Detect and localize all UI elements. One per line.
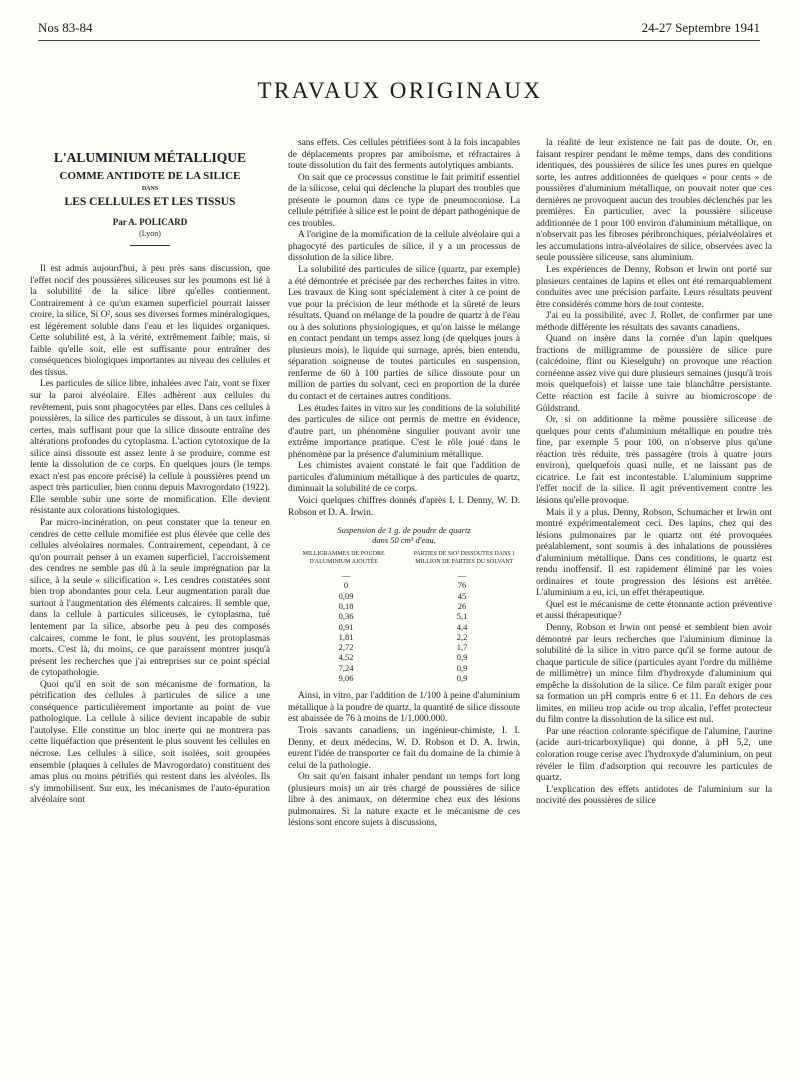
paragraph: la réalité de leur existence ne fait pas de doute. Or, en faisant respirer pendant le même temps, dans des conditions identiques, des poussières de silice les unes pures en quelque sorte, les autres additionnées de quelques « pour cents » de poussières d'aluminium métallique, on pouvait noter que ces dernières ne provoquent aucun des troubles déclenchés par les premières. En particulier, avec la poussière siliceuse additionnée de 1 pour 100 environ d'aluminium métallique, on n'observait pas les fibroses péribronchiques, périalvéolaires et les accumulations intra-alvéolaires de silice, observées avec la seule poussière siliceuse, sans aluminium. (536, 138, 772, 264)
paragraph: J'ai eu la possibilité, avec J. Rollet, de confirmer par une méthode différente les résultats des savants canadiens. (536, 311, 772, 333)
paragraph: Quoi qu'il en soit de son mécanisme de formation, la pétrification des cellules à particules de silice a une conséquence particulièrement importante au point de vue pathologique. La cellule à silice devient incapable de subir l'autolyse. Elle constitue un bloc inerte qui ne montrera pas cette liquéfaction que présentent le plus souvent les cellules en nécrose. Les cellules à silice, soit isolées, soit groupées ensemble (plaques à cellules de Mavrogordato) constituent des amas plus ou moins pétrifiés qui restent dans les alvéoles. Ils s'y immobilisent. Sur eux, les mécanismes de l'auto-épuration alvéolaire sont (30, 679, 270, 806)
table-cell: 0,36 (338, 611, 354, 622)
table-cell: — (341, 570, 351, 581)
table-header-silica: PARTIES DE SiO² DISSOUTES DANS 1 MILLION DE PARTIES DU SOLVANT (413, 551, 516, 565)
paragraph: Mais il y a plus. Denny, Robson, Schumacher et Irwin ont montré expérimentalement ceci. Des lapins, chez qui des lésions pulmonaires par le quartz ont été provoquées préalablement, sont soumis à des inhalations de poussières d'aluminium métallique. Dans ces conditions, le quartz est rendu inoffensif. Il est rapidement éliminé par les voies ordinaires et toute progression des lésions est arrêtée. L'aluminium a eu, ici, un effet thérapeutique. (536, 507, 772, 599)
paragraph: Quand on insère dans la cornée d'un lapin quelques fractions de milligramme de poussière de silice pure (calcédoine, flint ou Kieselguhr) on provoque une réaction cornéenne assez vive qui dure plusieurs semaines (jusqu'à trois mois quelquefois) et laisse une taie blanchâtre persistante. Cette réaction est facile à suivre au biomicroscope de Güldstrand. (536, 334, 772, 414)
table-header (288, 551, 520, 566)
title-divider (130, 245, 170, 246)
data-table (288, 525, 520, 683)
table-row (288, 663, 520, 673)
table-cell: 0 (343, 580, 349, 591)
table-row (288, 642, 520, 652)
article-author: Par A. POLICARD (112, 217, 188, 227)
table-row (288, 632, 520, 642)
article-place: (Lyon) (139, 229, 161, 238)
article-subtitle-2: LES CELLULES ET LES TISSUS (64, 196, 236, 208)
table-cell: 45 (457, 590, 467, 601)
column-1 (30, 150, 270, 807)
paragraph: Denny, Robson et Irwin ont pensé et semblent bien avoir démontré par leurs recherches que l'aluminium diminue la solubilité de la silice in vitro parce qu'il se forme autour de chaque particule de silice (particules ayant l'ordre du millième de millimètre) un mince film d'hydroxyde d'aluminium qui empêche la dissolution de la silice. Ce film paraît exiger pour sa formation un pH compris entre 6 et 11. En dehors de ces limites, en milieu trop acide ou trop alcalin, l'effet protecteur du film contre la dissolution de la silice est nul. (536, 622, 772, 726)
table-cell: 76 (457, 580, 467, 591)
page-header (38, 20, 760, 40)
paragraph: On sait que ce processus constitue le fait primitif essentiel de la silicose, celui qui déclenche la plupart des troubles que présente le poumon dans ce type de pneumoconiose. La cellule pétrifiée à silice est le point de départ pathogénique de ces troubles. (288, 172, 520, 229)
table-cell: 2,2 (456, 631, 468, 642)
paragraph: L'explication des effets antidotes de l'aluminium sur la nocivité des poussières de silice (536, 784, 772, 807)
article-dans: DANS (141, 186, 159, 192)
paragraph: On sait qu'en faisant inhaler pendant un temps fort long (plusieurs mois) un air très chargé de poussières de silice libre à des animaux, on détermine chez eux des lésions pulmonaires. Si la nature exacte et le mécanisme de ces lésions sont encore sujets à discussions, (288, 772, 520, 829)
table-row (288, 611, 520, 621)
column-2 (288, 138, 520, 830)
table-row (288, 652, 520, 662)
table-cell: 2,72 (338, 642, 354, 653)
table-cell: 0,9 (456, 673, 468, 684)
table-cell: 7,24 (338, 662, 354, 673)
issue-date: 24-27 Septembre 1941 (641, 20, 760, 35)
table-row (288, 580, 520, 590)
paragraph: A l'origine de la momification de la cellule alvéolaire qui a phagocyté des particules de silice, il y a un processus de dissolution de la silice libre. (288, 230, 520, 264)
table-row (288, 601, 520, 611)
paragraph: La solubilité des particules de silice (quartz, par exemple) a été démontrée et précisée par des recherches faites in vitro. Les travaux de King sont spécialement à citer à ce point de vue pour la précision de leur méthode et la sûreté de leurs résultats. Quand on mélange de la poudre de quartz à de l'eau ou à des solutions physiologiques, et qu'on laisse le mélange en contact pendant un temps assez long (de quelques jours à plusieurs mois), le liquide qui surnage, après, bien entendu, séparation soigneuse de toutes particules en suspension, renferme de 60 à 100 parties de silice dissoute pour un million de parties du solvant, ceci en proportion de la durée du contact et de certaines autres conditions. (288, 265, 520, 403)
table-header-aluminium: MILLIGRAMMES DE POUDRE D'ALUMINIUM AJOUTÉE (302, 551, 385, 565)
section-title: TRAVAUX ORIGINAUX (257, 78, 543, 103)
article-title: L'ALUMINIUM MÉTALLIQUE (53, 150, 247, 165)
table-cell: 26 (457, 600, 467, 611)
table-cell: 0,91 (338, 621, 354, 632)
paragraph: Trois savants canadiens, un ingénieur-chimiste, I. I. Denny, et deux médecins, W. D. Robson et D. A. Irwin, eurent l'idée de transporter ce fait du domaine de la chimie à celui de la pathologie. (288, 725, 520, 771)
table-row (288, 591, 520, 601)
paragraph: Quel est le mécanisme de cette étonnante action préventive et aussi thérapeutique? (536, 599, 772, 622)
table-row (288, 622, 520, 632)
paragraph: Ainsi, in vitro, par l'addition de 1/100 à peine d'aluminium métallique à la poudre de quartz, la quantité de silice dissoute est abaissée de 76 à moins de 1/1.000.000. (288, 691, 520, 725)
table-row (288, 570, 520, 580)
table-cell: 0,18 (338, 600, 354, 611)
paragraph: Il est admis aujourd'hui, à peu près sans discussion, que l'effet nocif des poussières siliceuses sur les poumons est lié à la solubilité de la silice libre qu'elles contiennent. Contrairement à ce qu'un examen superficiel pourrait laisser croire, la silice, Si O², sous ses diverses formes minéralogiques, est légèrement soluble dans l'eau et les liquides organiques. Cette solubilité est, à la vérité, extrêmement faible; mais, si faible qu'elle soit, elle est suffisante pour entraîner des conséquences biologiques importantes au niveau des cellules et des tissus. (30, 264, 270, 378)
table-caption: Suspension de 1 g. de poudre de quartz (337, 525, 471, 536)
table-cell: 5,1 (456, 611, 468, 622)
table-cell: 9,06 (338, 673, 354, 684)
table-caption-2: dans 50 cm³ d'eau. (372, 535, 436, 546)
table-cell: 1,7 (456, 642, 468, 653)
header-rule (38, 40, 760, 41)
article-heading (30, 150, 270, 246)
paragraph: Les études faites in vitro sur les conditions de la solubilité des particules de silice ont permis de mettre en évidence, d'autre part, un phénomène singulier pouvant avoir une extrême importance pratique. C'est le rôle joué dans le phénomène par la présence d'aluminium métallique. (288, 403, 520, 460)
paragraph: Les expériences de Denny, Robson et Irwin ont porté sur plusieurs centaines de lapins et elles ont été remarquablement conduites avec une précision parfaite. Leurs résultats peuvent être considérés comme hors de tout conteste. (536, 265, 772, 310)
article-subtitle: COMME ANTIDOTE DE LA SILICE (59, 170, 241, 182)
paragraph: Or, si on additionne la même poussière siliceuse de quelques pour cents d'aluminium métallique en poudre très fine, par exemple 5 pour 100, on n'observe plus qu'une réaction très réduite, très passagère (trois à quatre jours environ), quelquefois quasi nulle, et ne laissant pas de cicatrice. Le fait est incontestable. L'aluminium supprime l'effet nocif de la silice. Il agit préventivement contre les lésions qu'elle provoque. (536, 415, 772, 506)
table-cell: — (457, 570, 467, 581)
table-cell: 0,09 (338, 590, 354, 601)
table-row (288, 673, 520, 683)
paragraph: Voici quelques chiffres donnés d'après I. I. Denny, W. D. Robson et D. A. Irwin. (288, 495, 520, 518)
paragraph: sans effets. Ces cellules pétrifiées sont à la fois incapables de déplacements propres par amiboïsme, et réfractaires à toute dissolution du fait des ferments autolytiques ambiants. (288, 138, 520, 172)
paragraph: Par une réaction colorante spécifique de l'alumine, l'aurine (acide auri-tricarboxylique) qui donne, à pH 5,2, une coloration rouge cerise avec l'hydroxyde d'aluminium, on peut révéler le film d'adsorption qui recouvre les particules de quartz. (536, 726, 772, 784)
paragraph: Par micro-incinération, on peut constater que la teneur en cendres de cette cellule momifiée est plus élevée que celle des cellules alvéolaires normales. Contrairement, cependant, à ce qu'on pourrait penser à un examen superficiel, l'accroissement des cendres ne semble pas dû à la seule imprégnation par la silice, à la seule « silicification ». Les cendres constatées sont bien trop abondantes pour cela. Leur augmentation paraît due surtout à l'augmentation des éléments calcaires. Il semble que, dans la cellule à particules siliceuses, le cytoplasma, tué lentement par la silice, absorbe peu à peu des composés calcaires, comme le font, le plus souvent, les protoplasmas morts. C'est là, du moins, ce que paraissent montrer jusqu'à présent les recherches que j'ai entreprises sur ce point spécial de cytopathologie. (30, 518, 270, 679)
column-3 (536, 138, 772, 808)
table-cell: 4,4 (456, 621, 468, 632)
paragraph: Les particules de silice libre, inhalées avec l'air, vont se fixer sur la paroi alvéolaire. Elles adhèrent aux cellules du revêtement, puis sont phagocytées par elles. Dans ces cellules à poussières, la silice des particules se dissout, à un taux infime certes, mais suffisant pour que la silice dissoute entraîne des altérations profondes du cytoplasma. L'action cytotoxique de la silice ainsi dissoute est assez lente à se produire, comme est lente la dissolution de ce corps. En quelques jours (le temps exact n'est pas encore précisé) la cellule à poussières prend un aspect très particulier, bien connu depuis Mavrogordato (1922). Elle semble subir une sorte de momification. Elle devient résistante aux colorations histologiques. (30, 379, 270, 517)
table-cell: 0,9 (456, 652, 468, 663)
issue-number: Nos 83-84 (38, 20, 93, 35)
table-cell: 1,81 (338, 631, 354, 642)
table-cell: 4,52 (338, 652, 354, 663)
paragraph: Les chimistes avaient constaté le fait que l'addition de particules d'aluminium métallique à des particules de quartz, diminuait la solubilité de ce corps. (288, 461, 520, 495)
table-cell: 0,9 (456, 662, 468, 673)
